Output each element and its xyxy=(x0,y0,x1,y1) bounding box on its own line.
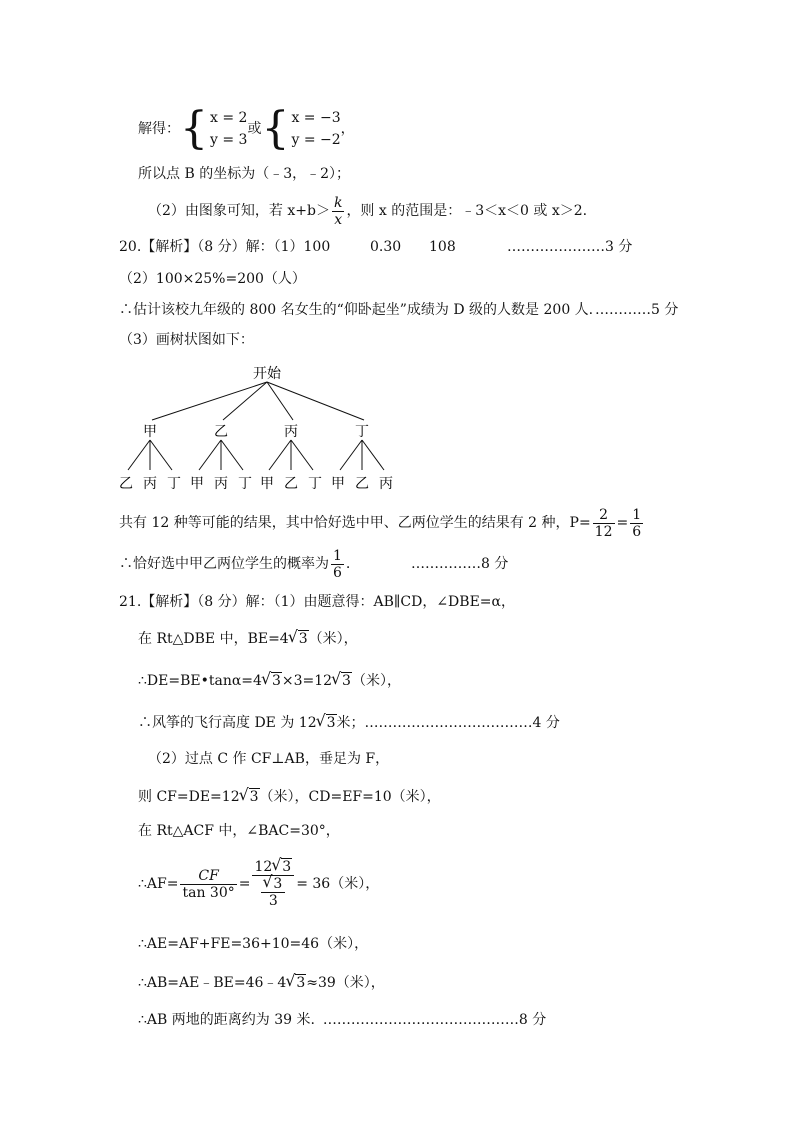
tree-l2-node: 乙 xyxy=(119,476,133,492)
radicand: 3 xyxy=(326,715,336,731)
tree-l2-node: 乙 xyxy=(284,476,298,492)
q21-l3-post: （米）， xyxy=(351,673,401,689)
frac-den: 12 xyxy=(594,523,613,540)
edge-root-3 xyxy=(267,382,293,420)
solution-system-line xyxy=(138,103,355,154)
q21-l3-pre: ∴DE=BE•tanα=4 xyxy=(138,673,262,689)
q21-l2-pre: 在 Rt△DBE 中，BE=4 xyxy=(138,631,289,647)
q21-l2-post: （米）， xyxy=(308,631,358,647)
frac-num: 2 xyxy=(599,506,609,523)
q21-line-11 xyxy=(138,1010,546,1030)
q21-line-5: （2）过点 C 作 CF⊥AB，垂足为 F， xyxy=(148,751,390,767)
radicand: 3 xyxy=(273,876,283,892)
text-tail: ， xyxy=(340,121,355,137)
radicand: 3 xyxy=(342,673,351,689)
q21-l10-post: ≈39（米）， xyxy=(306,975,385,991)
range-post: ，则 x 的范围是：﹣3＜x＜0 或 x＞2. xyxy=(346,203,588,219)
q20-value-2: 0.30 xyxy=(370,239,402,255)
tree-l2-node: 甲 xyxy=(260,476,274,492)
sqrt-3 xyxy=(240,787,260,807)
q20-value-3: 108 xyxy=(429,239,456,255)
tree-l2-node: 丁 xyxy=(167,476,181,492)
fraction-k-over-x xyxy=(332,195,344,228)
q20-l6-pre: ∴恰好选中甲乙两位学生的概率为 xyxy=(119,556,329,572)
sqrt-3 xyxy=(332,671,352,691)
text-jiede: 解得： xyxy=(138,121,180,137)
edge-root-4 xyxy=(267,382,364,420)
sqrt-3 xyxy=(286,973,306,993)
edge-a-1 xyxy=(128,440,150,470)
frac-den: 6 xyxy=(632,523,642,540)
sys1-line2: y = 3 xyxy=(210,132,248,148)
fraction-1-6-b xyxy=(331,548,344,581)
sys1-line1: x = 2 xyxy=(210,110,248,126)
q21-line-10 xyxy=(138,973,385,993)
edge-b-3 xyxy=(221,440,243,470)
tree-l2-node: 甲 xyxy=(331,476,345,492)
q21-l3-mid: ×3=12 xyxy=(281,673,333,689)
equals-sign: = xyxy=(616,515,629,531)
frac-den: 3 xyxy=(261,892,285,909)
range-line xyxy=(148,193,587,229)
q21-line-2 xyxy=(138,629,358,649)
q20-line-4: （3）画树状图如下： xyxy=(119,332,254,348)
q21-l4-pre: ∴风筝的飞行高度 DE 为 12 xyxy=(138,715,317,731)
edge-root-1 xyxy=(152,382,267,420)
system-2 xyxy=(291,107,340,151)
frac-den: 6 xyxy=(333,564,342,581)
tree-l2-node: 丙 xyxy=(143,476,157,492)
frac-num: 1 xyxy=(632,506,642,523)
q20-line-3: ∴估计该校九年级的 800 名女生的“仰卧起坐”成绩为 D 级的人数是 200 人. xyxy=(119,302,594,318)
radicand: 3 xyxy=(282,859,292,875)
fraction-12sqrt3-over-sqrt3-3 xyxy=(252,859,294,909)
fraction-2-12 xyxy=(593,507,615,540)
tree-l2-node: 丁 xyxy=(238,476,252,492)
tree-l1-node: 乙 xyxy=(214,424,228,440)
q20-line-5 xyxy=(119,505,645,541)
q20-score-2: …………5 分 xyxy=(595,302,679,318)
system-1 xyxy=(210,107,247,151)
edge-c-1 xyxy=(269,440,291,470)
tree-l1-node: 丙 xyxy=(284,424,298,440)
radicand: 3 xyxy=(271,673,281,689)
q21-line-8 xyxy=(138,856,379,912)
q21-line-7: 在 Rt△ACF 中，∠BAC=30°， xyxy=(138,823,340,839)
tree-edges xyxy=(128,382,384,470)
radicand: 3 xyxy=(249,789,259,805)
frac-num: k xyxy=(333,194,343,211)
q21-l10-pre: ∴AB=AE﹣BE=46﹣4 xyxy=(138,975,287,991)
frac-num xyxy=(261,876,285,892)
brace-2: { xyxy=(261,103,290,154)
q21-line-6 xyxy=(138,787,441,807)
sqrt-3 xyxy=(263,876,283,892)
q21-line-3 xyxy=(138,671,401,691)
sqrt-3 xyxy=(272,859,292,875)
q21-l8-post: = 36（米）， xyxy=(296,876,380,892)
q21-l8-pre: ∴AF= xyxy=(138,876,179,892)
q20-line-6 xyxy=(119,546,350,582)
q21-line-4 xyxy=(138,713,560,733)
tree-l2-node: 乙 xyxy=(355,476,369,492)
q21-l11-text: ∴AB 两地的距离约为 39 米. xyxy=(138,1012,315,1028)
tree-l1-node: 丁 xyxy=(355,424,369,440)
sys2-line2: y = −2 xyxy=(291,132,341,148)
tree-l2-node: 甲 xyxy=(190,476,204,492)
q21-score-2: ……………………………………8 分 xyxy=(322,1012,547,1028)
frac-den: x xyxy=(332,211,344,228)
tree-l2-node: 丙 xyxy=(214,476,228,492)
range-pre: （2）由图象可知，若 x+b＞ xyxy=(148,203,330,219)
q20-head: 20.【解析】（8 分）解：（1）100 xyxy=(119,239,331,255)
q21-l6-pre: 则 CF=DE=12 xyxy=(138,789,240,805)
tree-l1-node: 甲 xyxy=(143,424,157,440)
num-coef: 12 xyxy=(254,859,273,875)
sqrt-3 xyxy=(289,629,309,649)
point-b-line: 所以点 B 的坐标为（﹣3，﹣2）； xyxy=(138,166,351,182)
radicand: 3 xyxy=(298,631,308,647)
tree-root: 开始 xyxy=(253,366,281,382)
q21-l4-post: 米； xyxy=(336,715,365,731)
sys2-line1: x = −3 xyxy=(291,110,341,126)
inner-fraction xyxy=(261,876,285,909)
q20-line-2: （2）100×25%=200（人） xyxy=(119,271,306,287)
fraction-1-6 xyxy=(630,507,643,540)
tree-l2-node: 丁 xyxy=(308,476,322,492)
edge-c-3 xyxy=(291,440,313,470)
frac-num xyxy=(252,859,294,875)
q21-score-1: ………………………………4 分 xyxy=(364,715,560,731)
q21-head: 21.【解析】（8 分）解：（1）由题意得：AB∥CD，∠DBE=α， xyxy=(119,594,515,610)
edge-d-3 xyxy=(362,440,384,470)
equals-sign: = xyxy=(238,876,251,892)
edge-a-3 xyxy=(150,440,172,470)
q20-score-3: ……………8 分 xyxy=(411,556,509,572)
tree-l2-node: 丙 xyxy=(379,476,393,492)
q21-l6-post: （米），CD=EF=10（米）， xyxy=(259,789,441,805)
brace-1: { xyxy=(180,103,208,154)
q20-l6-post: . xyxy=(345,556,351,572)
fraction-cf-tan30 xyxy=(180,868,236,901)
frac-num: 1 xyxy=(333,547,342,564)
edge-root-2 xyxy=(223,382,267,420)
sqrt-3 xyxy=(262,671,282,691)
edge-b-1 xyxy=(199,440,221,470)
frac-den: tan 30° xyxy=(182,884,235,901)
tree-diagram xyxy=(110,360,430,500)
text-huo: 或 xyxy=(247,121,262,137)
q20-l5-pre: 共有 12 种等可能的结果，其中恰好选中甲、乙两位学生的结果有 2 种，P= xyxy=(119,515,591,531)
radicand: 3 xyxy=(296,975,306,991)
frac-den xyxy=(252,875,294,909)
edge-d-1 xyxy=(340,440,362,470)
frac-num: CF xyxy=(198,867,219,884)
sqrt-3 xyxy=(317,713,337,733)
q21-line-9: ∴AE=AF+FE=36+10=46（米）， xyxy=(138,936,369,952)
q20-score-1: …………………3 分 xyxy=(507,239,633,255)
